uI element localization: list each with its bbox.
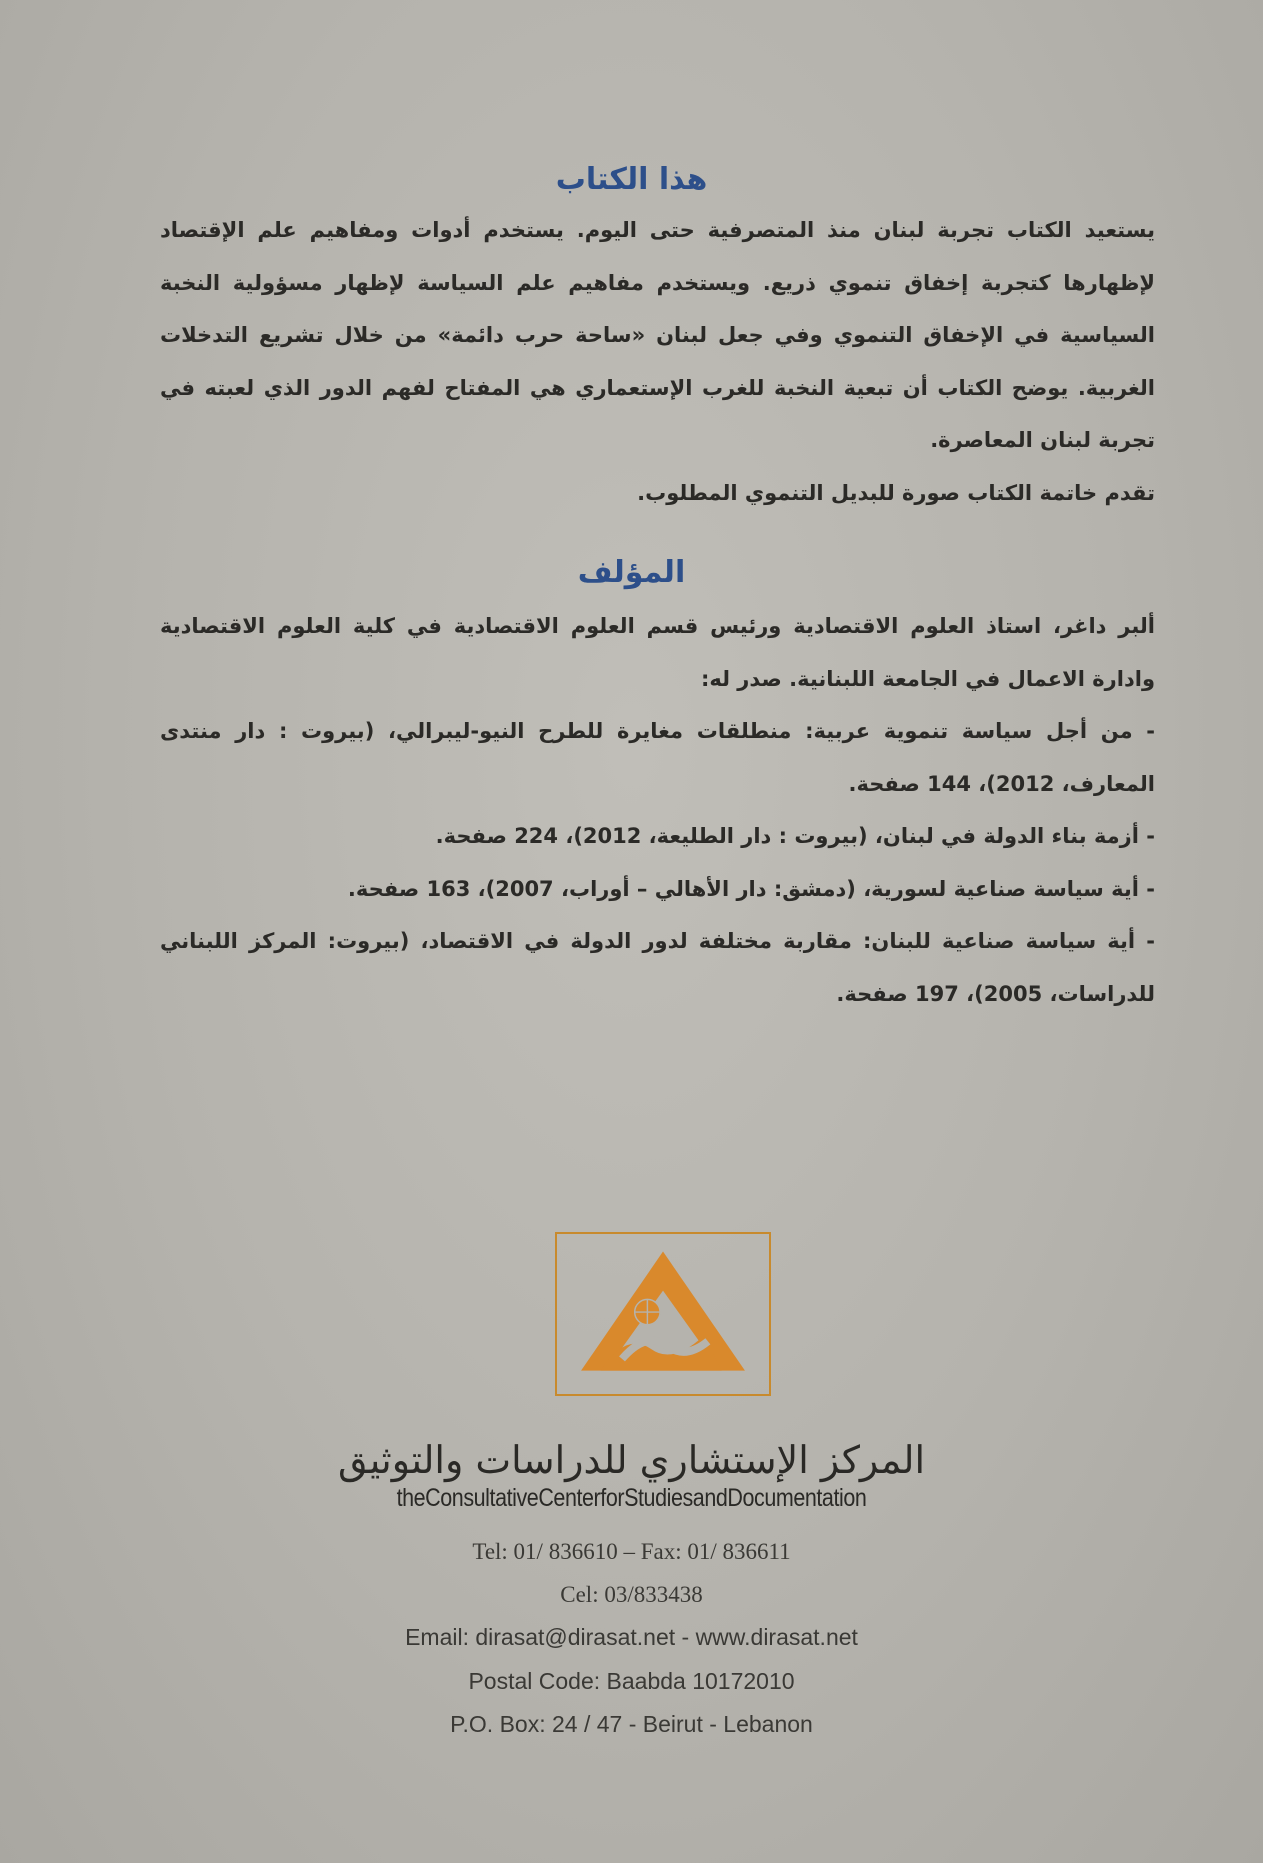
postal-code: Postal Code: Baabda 10172010 — [468, 1668, 795, 1694]
about-heading: هذا الكتاب — [555, 162, 708, 197]
publisher-name-english: theConsultativeCenterforStudiesandDocumentation — [396, 1484, 867, 1512]
about-closing: تقدم خاتمة الكتاب صورة للبديل التنموي المطلوب. — [637, 480, 1155, 505]
author-section — [160, 600, 1155, 1020]
po-box: P.O. Box: 24 / 47 - Beirut - Lebanon — [450, 1711, 813, 1737]
author-work-1: - من أجل سياسة تنموية عربية: منطلقات مغايرة للطرح النيو-ليبرالي، (بيروت : دار منتدى المعارف، 2012)، 144 صفحة. — [160, 719, 1155, 796]
about-text — [160, 204, 1155, 519]
publisher-logo — [555, 1232, 771, 1396]
publisher-name-arabic: المركز الإستشاري للدراسات والتوثيق — [338, 1438, 925, 1482]
cell-number: Cel: 03/833438 — [560, 1582, 703, 1607]
author-work-4: - أية سياسة صناعية للبنان: مقاربة مختلفة لدور الدولة في الاقتصاد، (بيروت: المركز اللبناني للدراسات، 2005)، 197 صفحة. — [160, 929, 1155, 1006]
author-bio: ألبر داغر، استاذ العلوم الاقتصادية ورئيس قسم العلوم الاقتصادية في كلية العلوم الاقتصادية وادارة الاعمال في الجامعة اللبنانية. صدر له: — [160, 614, 1155, 691]
author-work-3: - أية سياسة صناعية لسورية، (دمشق: دار الأهالي – أوراب، 2007)، 163 صفحة. — [347, 876, 1155, 901]
email-website: Email: dirasat@dirasat.net - www.dirasat.net — [405, 1624, 858, 1650]
about-paragraph: يستعيد الكتاب تجربة لبنان منذ المتصرفية حتى اليوم. يستخدم أدوات ومفاهيم علم الإقتصاد لإظهارها كتجربة إخفاق تنموي ذريع. ويستخدم مفاهيم علم السياسة لإظهار مسؤولية النخبة السياسية في الإخفاق التنموي وفي جعل لبنان «ساحة حرب دائمة» من خلال تشريع التدخلات الغربية. يوضح الكتاب أن تبعية النخبة للغرب الإستعماري هي المفتاح لفهم الدور الذي لعبته في تجربة لبنان المعاصرة. — [160, 218, 1155, 452]
telephone-fax: Tel: 01/ 836610 – Fax: 01/ 836611 — [472, 1539, 791, 1564]
consultative-center-logo-icon — [557, 1234, 769, 1394]
author-work-2: - أزمة بناء الدولة في لبنان، (بيروت : دار الطليعة، 2012)، 224 صفحة. — [435, 824, 1155, 848]
author-heading: المؤلف — [577, 555, 686, 590]
